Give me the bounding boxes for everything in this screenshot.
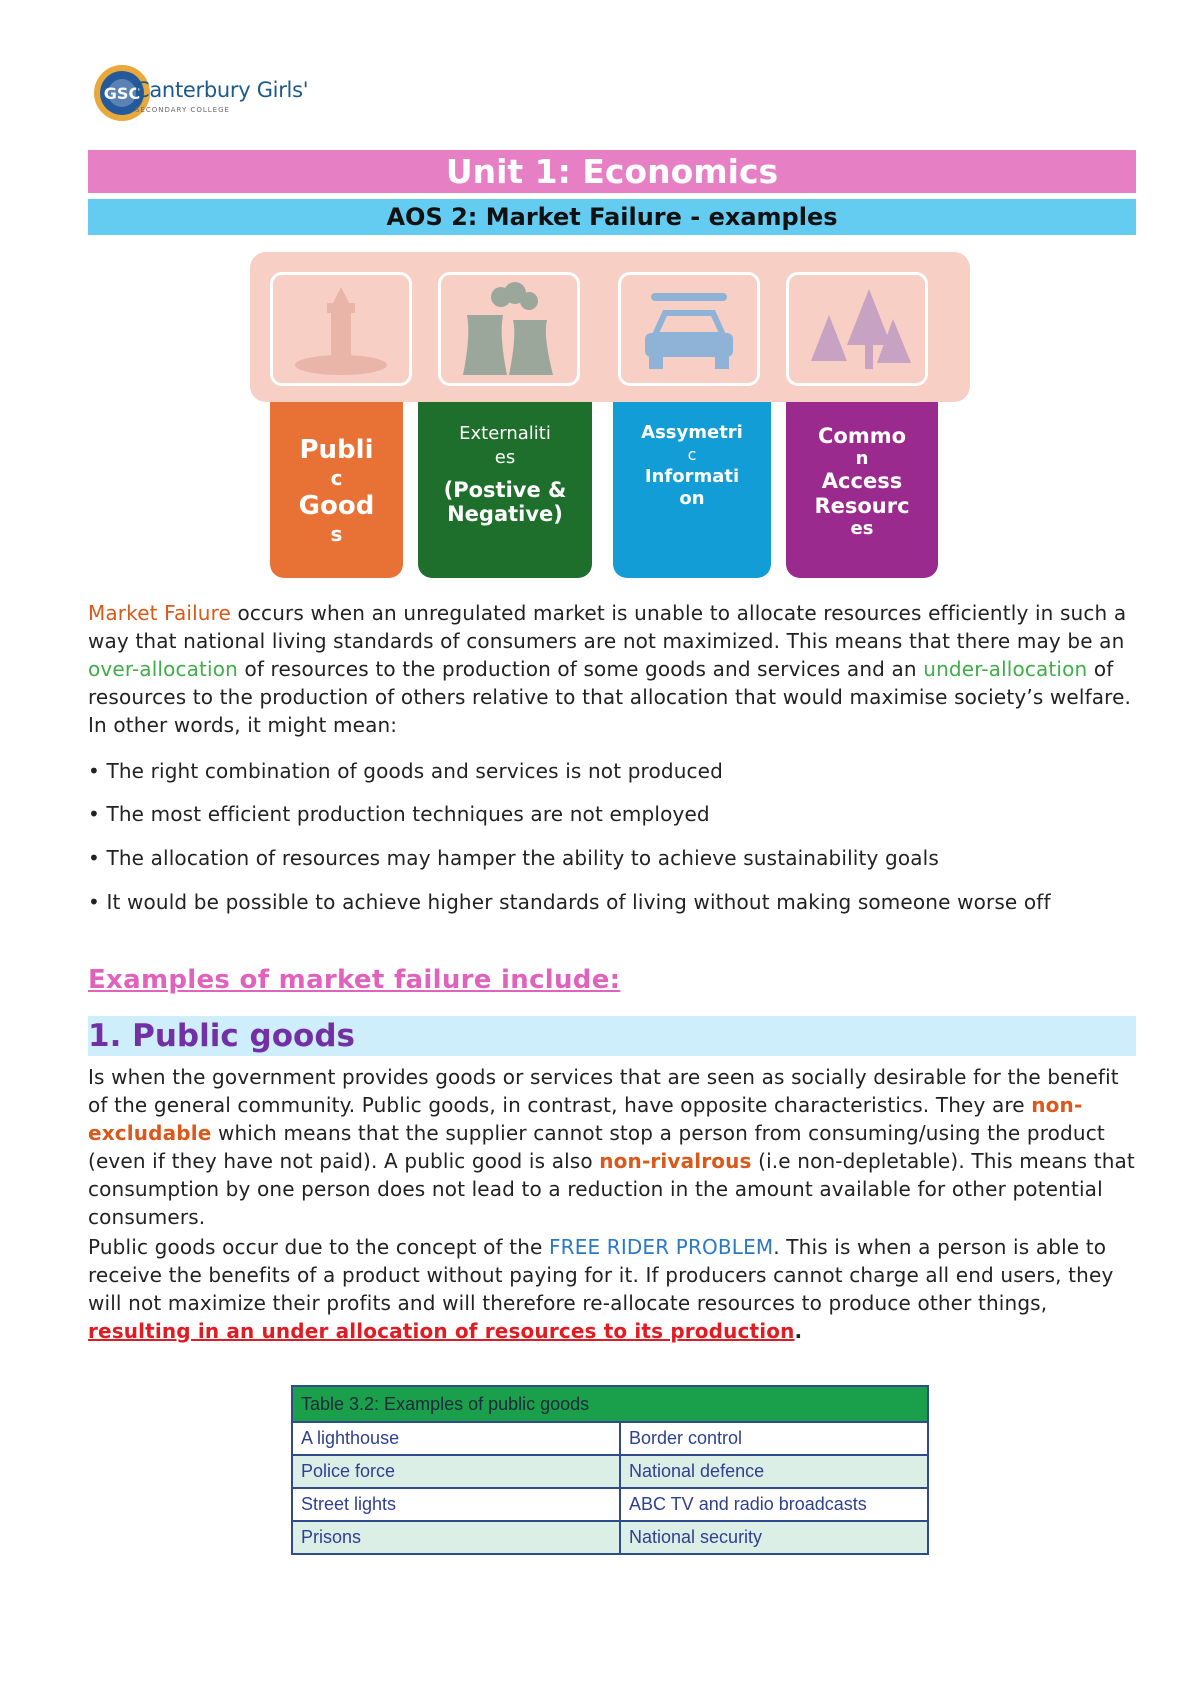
factory-icon xyxy=(438,272,580,386)
examples-heading: Examples of market failure include: xyxy=(88,965,621,995)
table-row: Street lights ABC TV and radio broadcasts xyxy=(292,1488,928,1521)
bullet-2: • The most efficient production techniques are not employed xyxy=(88,802,710,826)
logo-initials: GSC xyxy=(103,84,141,103)
bullet-4: • It would be possible to achieve higher standards of living without making someone worse off xyxy=(88,890,1051,914)
school-name: Canterbury Girls' xyxy=(135,78,309,102)
table-row: Prisons National security xyxy=(292,1521,928,1554)
asymmetric-information-box: Assymetri c Informati on xyxy=(613,402,771,578)
bullet-1: • The right combination of goods and services is not produced xyxy=(88,759,723,783)
bullet-3: • The allocation of resources may hamper the ability to achieve sustainability goals xyxy=(88,846,939,870)
public-goods-table xyxy=(291,1385,929,1555)
school-subtitle: SECONDARY COLLEGE xyxy=(135,106,230,114)
public-goods-paragraph-2: Public goods occur due to the concept of the FREE RIDER PROBLEM. This is when a person is able to receive the benefits of a product without paying for it. If producers cannot charge all end users, they will not maximize their profits and will therefore re-allocate resources to produce other things, resulting in an under allocation of resources to its production. xyxy=(88,1235,1114,1343)
unit-title: Unit 1: Economics xyxy=(88,150,1136,193)
market-failure-diagram xyxy=(250,252,970,582)
common-access-resources-box: Commo n Access Resourc es xyxy=(786,402,938,578)
table-row: Police force National defence xyxy=(292,1455,928,1488)
intro-paragraph: Market Failure occurs when an unregulated market is unable to allocate resources efficiently in such a way that national living standards of consumers are not maximized. This means that there may be an over-allocation of resources to the production of some goods and services and an under-allocation of resources to the production of others relative to that allocation that would maximise society’s welfare. In other words, it might mean: xyxy=(88,601,1132,737)
table-row: A lighthouse Border control xyxy=(292,1422,928,1455)
table-caption: Table 3.2: Examples of public goods xyxy=(292,1386,928,1422)
public-goods-paragraph-1: Is when the government provides goods or services that are seen as socially desirable for the benefit of the general community. Public goods, in contrast, have opposite characteristics. They are non-excludable which means that the supplier cannot stop a person from consuming/using the product (even if they have not paid). A public good is also non-rivalrous (i.e non-depletable). This means that consumption by one person does not lead to a reduction in the amount available for other potential consumers. xyxy=(88,1065,1135,1229)
public-goods-box: Publi c Good s xyxy=(270,402,403,578)
public-goods-heading: 1. Public goods xyxy=(88,1018,355,1054)
aos-title: AOS 2: Market Failure - examples xyxy=(88,199,1136,235)
lighthouse-icon xyxy=(270,272,412,386)
trees-icon xyxy=(786,272,928,386)
externalities-box: Externaliti es (Postive & Negative) xyxy=(418,402,592,578)
car-icon xyxy=(618,272,760,386)
